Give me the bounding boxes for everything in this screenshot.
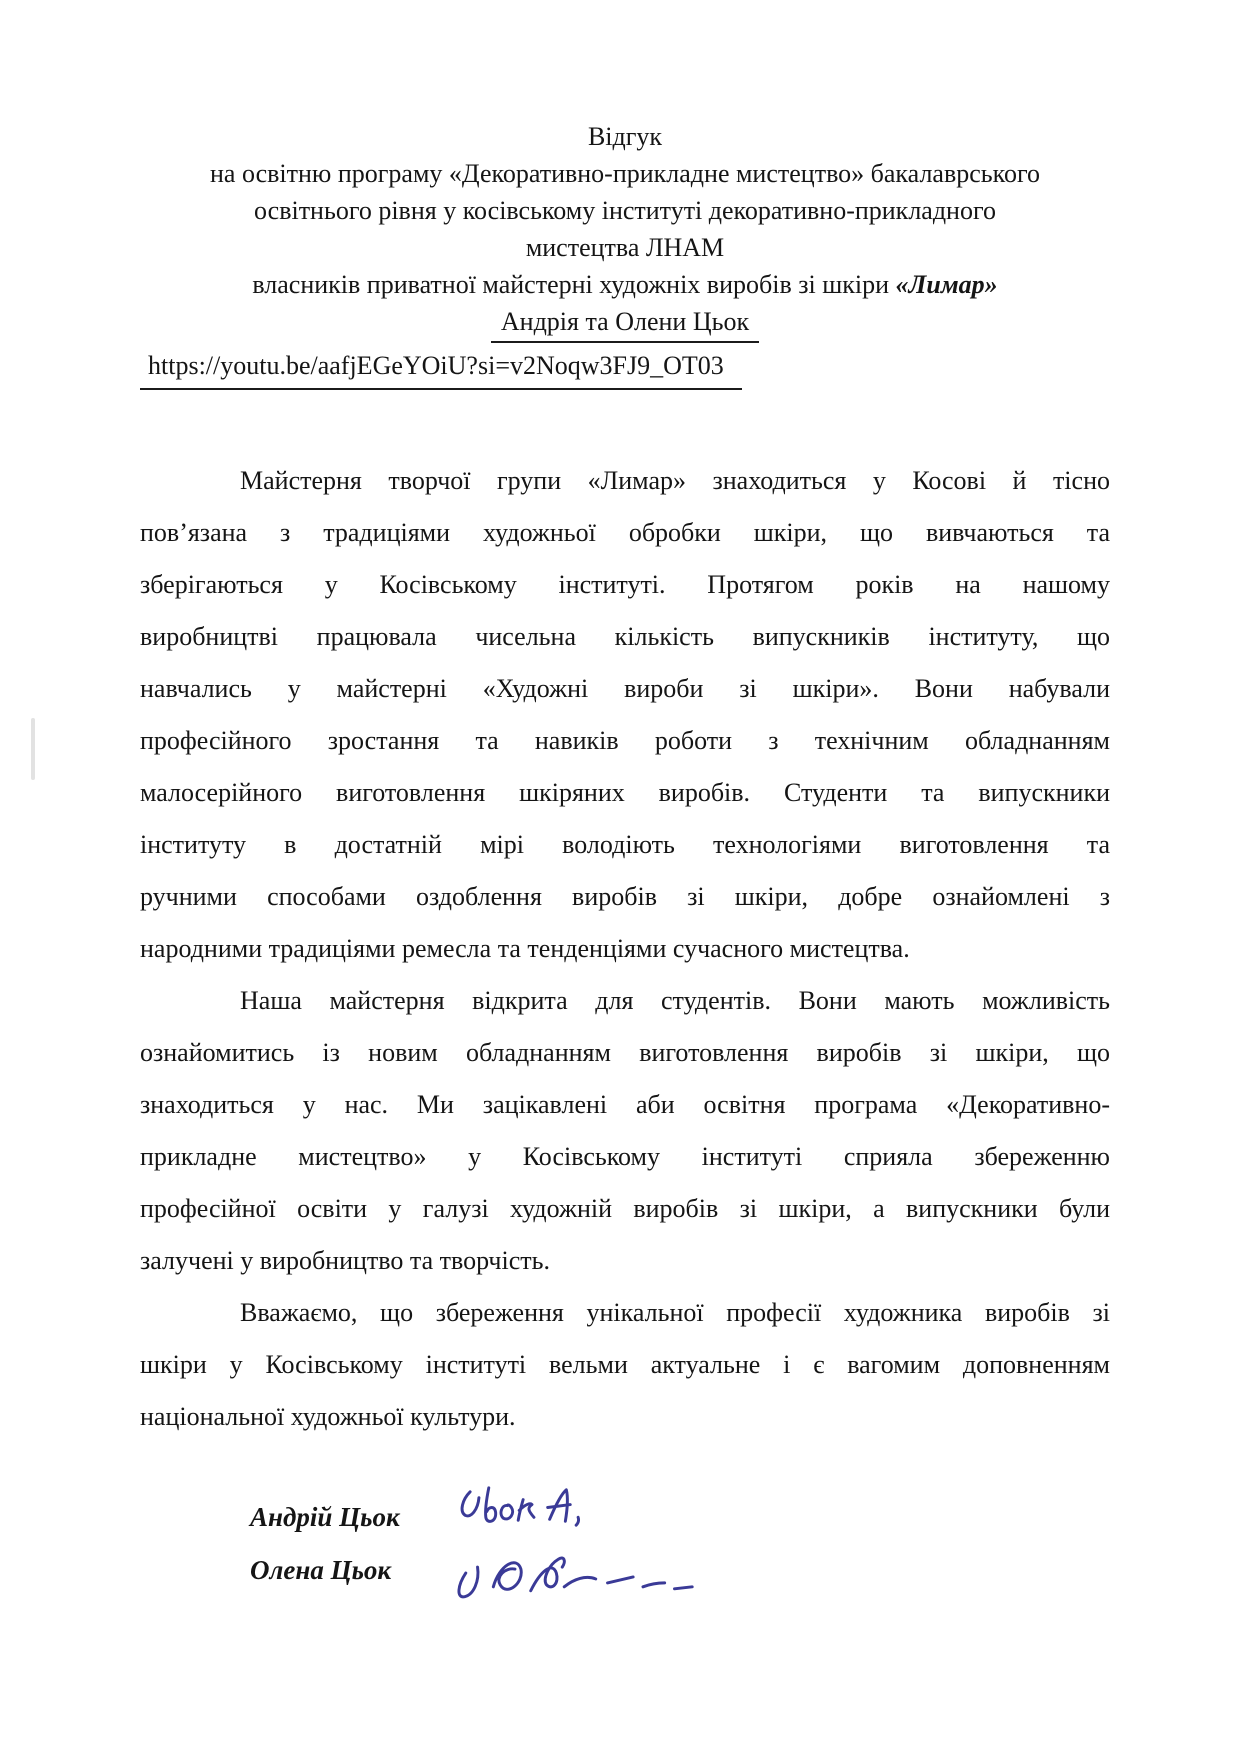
paragraph-line: професійного зростання та навиків роботи з технічним обладнанням xyxy=(140,726,1110,755)
signature-block xyxy=(250,1485,1110,1591)
paragraph-line: національної художньої культури. xyxy=(140,1402,516,1431)
signature-row-andrii xyxy=(250,1485,1110,1538)
paragraph-3 xyxy=(140,1287,1110,1443)
header-subtitle-line-3: мистецтва ЛНАМ xyxy=(525,233,725,262)
owners-names: Андрія та Олени Цьок xyxy=(491,303,759,343)
paragraph-line: ознайомитись із новим обладнанням виготовлення виробів зі шкіри, що xyxy=(140,1038,1110,1067)
paragraph-line: Майстерня творчої групи «Лимар» знаходиться у Косові й тісно xyxy=(240,466,1110,495)
paragraph-line: знаходиться у нас. Ми зацікавлені аби освітня програма «Декоративно- xyxy=(140,1090,1110,1119)
document-body xyxy=(140,455,1110,1443)
video-link-line xyxy=(140,345,1110,391)
owners-line xyxy=(140,266,1110,303)
paragraph-line: Наша майстерня відкрита для студентів. Вони мають можливість xyxy=(240,986,1110,1015)
owners-names-line xyxy=(140,303,1110,343)
paragraph-line: виробництві працювала чисельна кількість випускників інституту, що xyxy=(140,622,1110,651)
paragraph-line: інституту в достатній мірі володіють технологіями виготовлення та xyxy=(140,830,1110,859)
document-content xyxy=(140,0,1110,1591)
paragraph-1 xyxy=(140,455,1110,975)
document-title: Відгук xyxy=(587,122,663,151)
owners-line-text: власників приватної майстерні художніх виробів зі шкіри xyxy=(252,270,896,299)
paragraph-line: пов’язана з традиціями художньої обробки шкіри, що вивчаються та xyxy=(140,518,1110,547)
signature-row-olena xyxy=(250,1538,1110,1591)
paragraph-2 xyxy=(140,975,1110,1287)
paragraph-line: ручними способами оздоблення виробів зі шкіри, добре ознайомлені з xyxy=(140,882,1110,911)
paragraph-line: прикладне мистецтво» у Косівському інституті сприяла збереженню xyxy=(140,1142,1110,1171)
paragraph-line: навчались у майстерні «Художні вироби зі шкіри». Вони набували xyxy=(140,674,1110,703)
paragraph-line: малосерійного виготовлення шкіряних виробів. Студенти та випускники xyxy=(140,778,1110,807)
video-link[interactable]: https://youtu.be/aafjEGeYOiU?si=v2Noqw3FJ9_OT03 xyxy=(140,345,742,390)
signer-name-andrii: Андрій Цьок xyxy=(250,1502,400,1532)
workshop-name: «Лимар» xyxy=(895,270,998,299)
handwritten-signature-andrii xyxy=(456,1480,604,1534)
paragraph-line: зберігаються у Косівському інституті. Протягом років на нашому xyxy=(140,570,1110,599)
paragraph-line: шкіри у Косівському інституті вельми актуальне і є вагомим доповненням xyxy=(140,1350,1110,1379)
header-subtitle-line-1: на освітню програму «Декоративно-прикладне мистецтво» бакалаврського xyxy=(210,159,1040,188)
paragraph-line: залучені у виробництво та творчість. xyxy=(140,1246,550,1275)
signer-name-olena: Олена Цьок xyxy=(250,1555,392,1585)
paragraph-line: народними традиціями ремесла та тенденціями сучасного мистецтва. xyxy=(140,934,910,963)
handwritten-signature-olena xyxy=(450,1535,706,1615)
header-subtitle-line-2: освітнього рівня у косівському інституті декоративно-прикладного xyxy=(254,196,996,225)
document-header xyxy=(140,0,1110,391)
scan-artifact-mark xyxy=(31,718,35,780)
paragraph-line: професійної освіти у галузі художній виробів зі шкіри, а випускники були xyxy=(140,1194,1110,1223)
paragraph-line: Вважаємо, що збереження унікальної професії художника виробів зі xyxy=(240,1298,1110,1327)
